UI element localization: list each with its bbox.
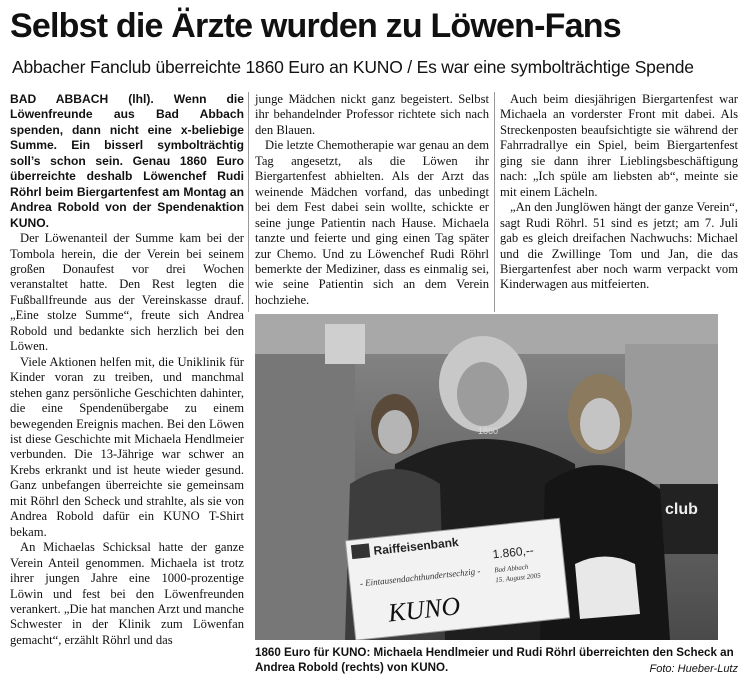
column-2 (255, 92, 489, 308)
photo-scene (255, 314, 718, 640)
cheque-amount: 1.860,-- (491, 543, 535, 562)
lead-paragraph: BAD ABBACH (lhl). Wenn die Löwenfreunde aus Bad Abbach spenden, dann nicht eine x-beliebige Summe. Ein bisserl symbolträchtig soll’s schon sein. Genau 1860 Euro überreichte deshalb Löwenchef Rudi Röhrl beim Biergartenfest am Montag an Andrea Robold von der Spendenaktion KUNO. (10, 92, 244, 230)
subheadline: Abbacher Fanclub überreichte 1860 Euro an KUNO / Es war eine symbolträchtige Spende (12, 57, 694, 77)
body-paragraph: „An den Junglöwen hängt der ganze Verein“, sagt Rudi Röhrl. 51 sind es jetzt; am 7. Juli gab es gleich dreifachen Nachwuchs: Michael und die Zwillinge Tom und Jan, die das Biergartenfest aber noch warm verpackt vom Kinderwagen aus mitfeierten. (500, 200, 738, 292)
column-3 (500, 92, 738, 293)
body-paragraph: An Michaelas Schicksal hatte der ganze Verein Anteil genommen. Michaela ist trotz ihrer jungen Jahre eine 1000-prozentige Löwin und fest bei den Löwenfreunden verankert. „Die hat manchen Arzt und manche Schwester in der Klinik zum Löwenfan gemacht“, erzählt Röhrl und das (10, 540, 244, 647)
cheque-amount-words: - Eintausendachthundertsechzig - (359, 565, 481, 589)
body-paragraph: Der Löwenanteil der Summe kam bei der Tombola herein, die der Verein bei seinem großen Donaufest vor drei Wochen veranstaltet hatte. Den Rest legten die Fußballfreunde aus der Vereinskasse drauf. „Eine stolze Summe“, freute sich Andrea Robold und bedankte sich herzlich bei den Löwen. (10, 231, 244, 354)
cheque-bank: Raiffeisenbank (372, 534, 460, 558)
cheque-payee: KUNO (386, 591, 462, 628)
body-paragraph: Auch beim diesjährigen Biergartenfest war Michaela an vorderster Front mit dabei. Als Streckenposten beaufsichtigte sie während der Fahrradrallye ein Spiel, beim Biergartenfest ging sie dann ihrer Lieblingsbeschäftigung nach: „Ich spüle am liebsten ab“, meinte sie mit einem Lächeln. (500, 92, 738, 199)
photo-credit: Foto: Hueber-Lutz (649, 663, 738, 675)
column-rule (494, 92, 495, 312)
shirt-text: 1860 (478, 426, 499, 436)
news-photo (255, 314, 718, 640)
cheque-date: 15. August 2005 (494, 571, 542, 585)
body-paragraph: junge Mädchen nickt ganz begeistert. Selbst ihr behandelnder Professor richtete sich nach den Blauen. (255, 92, 489, 137)
column-rule (248, 92, 249, 312)
body-paragraph: Viele Aktionen helfen mit, die Uniklinik für Kinder voran zu treiben, und manchmal stehen ganz persönliche Geschichten dahinter, die eine Spendenübergabe zu einem bewegenden Ereignis machen. Bei den Löwen ist diese Geschichte mit Michaela Hendlmeier verbunden. Die 13-Jährige war schwer an Krebs erkrankt und ist heute wieder gesund. Ganz unbefangen überreichte sie gemeinsam mit Röhrl den Scheck und strahlte, als sie von Andrea Robold dafür ein KUNO T-Shirt bekam. (10, 354, 244, 539)
cheque-place: Bad Abbach (493, 562, 529, 575)
photo-caption: 1860 Euro für KUNO: Michaela Hendlmeier und Rudi Röhrl überreichten den Scheck an Andrea Robold (rechts) von KUNO. (255, 646, 734, 674)
headline: Selbst die Ärzte wurden zu Löwen-Fans (10, 7, 621, 45)
column-1 (10, 92, 244, 648)
kuno-tshirt (575, 557, 640, 620)
body-paragraph: Die letzte Chemotherapie war genau an dem Tag angesetzt, als die Löwen ihr Biergartenfest abhielten. Als der Arzt das weinende Mädchen vorfand, das unbedingt bei dem Fest dabei sein wollte, schickte er seine junge Patientin nach Hause. Michaela tanzte und feierte und ging einen Tag später zur Chemo. Und zu Löwenchef Rudi Röhrl bemerkte der Mediziner, dass es einmalig sei, wie seine Patientin sich an dem Verein hochziehe. (255, 138, 489, 307)
sign-text: club (665, 501, 698, 518)
